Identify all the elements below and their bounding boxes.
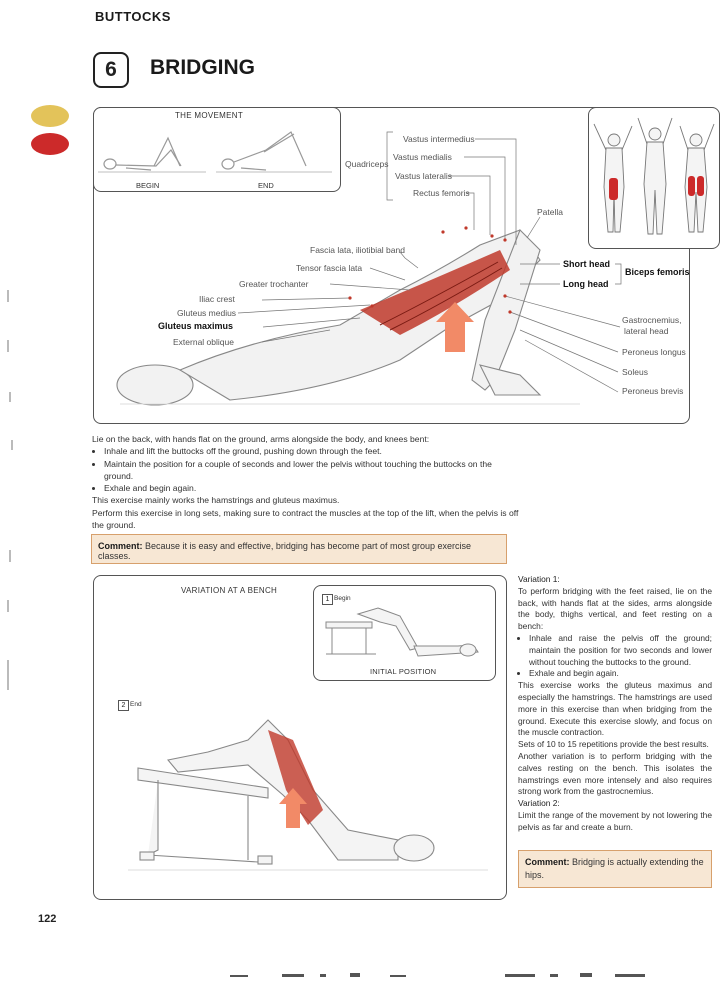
legs-shape [358, 608, 418, 650]
section-title: BUTTOCKS [95, 9, 171, 24]
bottom-scan-marks [220, 972, 650, 980]
variation-text-column [518, 574, 712, 834]
label-vastus-intermedius: Vastus intermedius [403, 134, 475, 144]
initial-position-label: INITIAL POSITION [370, 667, 437, 676]
bench-shape [326, 622, 372, 628]
page-number: 122 [38, 913, 57, 925]
label-iliac-crest: Iliac crest [199, 294, 235, 304]
comment-box-2 [518, 850, 712, 888]
label-peroneus-longus: Peroneus longus [622, 347, 686, 357]
begin-label: BEGIN [136, 181, 160, 190]
comment-box-1 [91, 534, 507, 564]
variation-2-text: Limit the range of the movement by not lowering the pelvis as far and create a burn. [518, 809, 712, 832]
label-tensor-fascia: Tensor fascia lata [296, 263, 363, 273]
variation-2-title: Variation 2: [518, 798, 560, 809]
comment-text: Because it is easy and effective, bridging has become part of most group exercise classes. [98, 541, 472, 561]
label-greater-trochanter: Greater trochanter [239, 279, 309, 289]
begin-number-box: 1 [322, 594, 333, 605]
comment-text: Bridging is actually extending the hips. [525, 857, 704, 880]
label-peroneus-brevis: Peroneus brevis [622, 386, 684, 396]
bench-bridge-illustration [118, 700, 498, 895]
end-variation-label: End [130, 701, 142, 708]
label-vastus-medialis: Vastus medialis [393, 152, 452, 162]
variation-1-intro: To perform bridging with the feet raised, lie on the back, with hands flat at the sides, arms alongside the body, thighs vertical, and feet resting on a bench: [518, 585, 712, 632]
label-vastus-lateralis: Vastus lateralis [395, 171, 453, 181]
label-short-head: Short head [563, 259, 611, 269]
label-external-oblique: External oblique [173, 337, 234, 347]
variation-title: VARIATION AT A BENCH [181, 586, 278, 595]
instruction-bullet: • Maintain the position for a couple of seconds and lower the pelvis without touching the buttocks on the ground. [104, 458, 522, 483]
variation-1-title: Variation 1: [518, 574, 560, 584]
exercise-title: BRIDGING [150, 56, 255, 79]
exercise-number: 6 [93, 52, 129, 88]
movement-title: THE MOVEMENT [175, 111, 244, 120]
variation-1-p3: Another variation is to perform bridging with the calves resting on the bench. This isolates the hamstrings even more intensely and also requires strong work from the gastrocnemius. [518, 750, 712, 797]
instructions-intro: Lie on the back, with hands flat on the ground, arms alongside the body, and knees bent: [92, 434, 430, 444]
label-fascia-lata: Fascia lata, iliotibial band [310, 245, 405, 255]
instructions [92, 433, 522, 531]
variation-1-p2: Sets of 10 to 15 repetitions provide the best results. [518, 739, 709, 750]
initial-position-illustration [318, 600, 493, 662]
comment-label: Comment: [525, 857, 570, 867]
label-gluteus-maximus: Gluteus maximus [158, 321, 234, 331]
instructions-p2: Perform this exercise in long sets, making sure to contract the muscles at the top of the lift, when the pelvis is off the ground. [92, 507, 519, 531]
end-label: END [258, 181, 274, 190]
variation-1-bullet: • Inhale and raise the pelvis off the ground; maintain the position for two seconds and lower without touching the buttocks to the ground. [529, 633, 712, 668]
begin-variation-label: Begin [334, 595, 351, 602]
label-soleus: Soleus [622, 367, 648, 377]
body-diagram-figures [592, 112, 718, 246]
label-patella: Patella [537, 207, 563, 217]
label-long-head: Long head [563, 279, 609, 289]
variation-1-bullet: • Exhale and begin again. [529, 668, 712, 680]
instruction-bullet: • Inhale and lift the buttocks off the ground, pushing down through the feet. [104, 445, 522, 457]
label-gastrocnemius: Gastrocnemius, [622, 315, 682, 325]
variation-1-p1: This exercise works the gluteus maximus and especially the hamstrings. The hamstrings are used more in this exercise than when bridging from the ground. Execute this exercise slowly, and focus on the muscle contraction. [518, 680, 712, 738]
label-quadriceps: Quadriceps [345, 159, 389, 169]
end-number-box: 2 [118, 700, 129, 711]
label-gastrocnemius-lateral: lateral head [624, 326, 669, 336]
label-gluteus-medius: Gluteus medius [177, 308, 237, 318]
label-rectus-femoris: Rectus femoris [413, 188, 470, 198]
comment-label: Comment: [98, 541, 143, 551]
instructions-p1: This exercise mainly works the hamstrings and gluteus maximus. [92, 495, 340, 506]
label-biceps-femoris: Biceps femoris [625, 267, 690, 277]
instruction-bullet: • Exhale and begin again. [104, 482, 522, 494]
